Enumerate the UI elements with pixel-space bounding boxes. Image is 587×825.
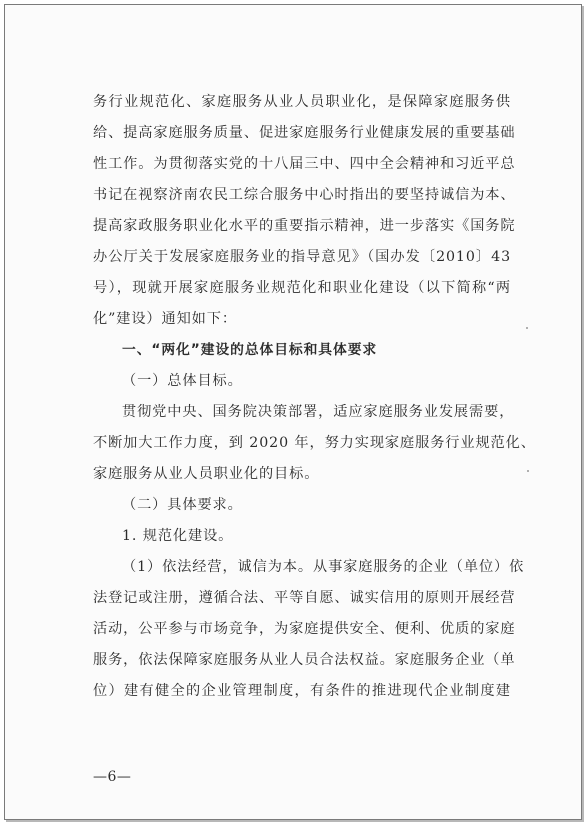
text-line: 贯彻党中央、国务院决策部署，适应家庭服务业发展需要， (122, 404, 515, 420)
text-line: 提高家政服务职业化水平的重要指示精神，进一步落实《国务院 (93, 218, 516, 234)
scan-speck (526, 327, 528, 329)
page-number: —6— (93, 769, 132, 785)
text-line: 书记在视察济南农民工综合服务中心时指出的要坚持诚信为本、 (93, 187, 516, 203)
document-page (4, 4, 582, 820)
document-body (93, 87, 536, 707)
scan-speck (527, 470, 529, 472)
text-line: 法登记或注册，遵循合法、平等自愿、诚实信用的原则开展经营 (93, 590, 516, 606)
item-heading: 1. 规范化建设。 (122, 528, 234, 544)
text-line: 号），现就开展家庭服务业规范化和职业化建设（以下简称“两 (93, 280, 511, 296)
subsection-heading: （二）具体要求。 (122, 497, 243, 513)
subsection-heading: （一）总体目标。 (122, 373, 243, 389)
text-line: 务行业规范化、家庭服务从业人员职业化，是保障家庭服务供 (93, 94, 511, 110)
section-heading: 一、“两化”建设的总体目标和具体要求 (122, 342, 378, 358)
text-line: 化”建设）通知如下： (93, 311, 237, 327)
text-line: 服务，依法保障家庭服务从业人员合法权益。家庭服务企业（单 (93, 652, 516, 668)
text-line: 性工作。为贯彻落实党的十八届三中、四中全会精神和习近平总 (93, 156, 516, 172)
text-line: 办公厅关于发展家庭服务业的指导意见》（国办发〔2010〕43 (93, 249, 511, 265)
text-line: 给、提高家庭服务质量、促进家庭服务行业健康发展的重要基础 (93, 125, 516, 141)
text-line: 不断加大工作力度，到 2020 年，努力实现家庭服务行业规范化、 (93, 435, 536, 451)
text-line: 家庭服务从业人员职业化的目标。 (93, 466, 320, 482)
text-line: 位）建有健全的企业管理制度，有条件的推进现代企业制度建 (93, 683, 511, 699)
text-line: 活动，公平参与市场竞争，为家庭提供安全、便利、优质的家庭 (93, 621, 516, 637)
text-line: （1）依法经营，诚信为本。从事家庭服务的企业（单位）依 (122, 559, 525, 575)
